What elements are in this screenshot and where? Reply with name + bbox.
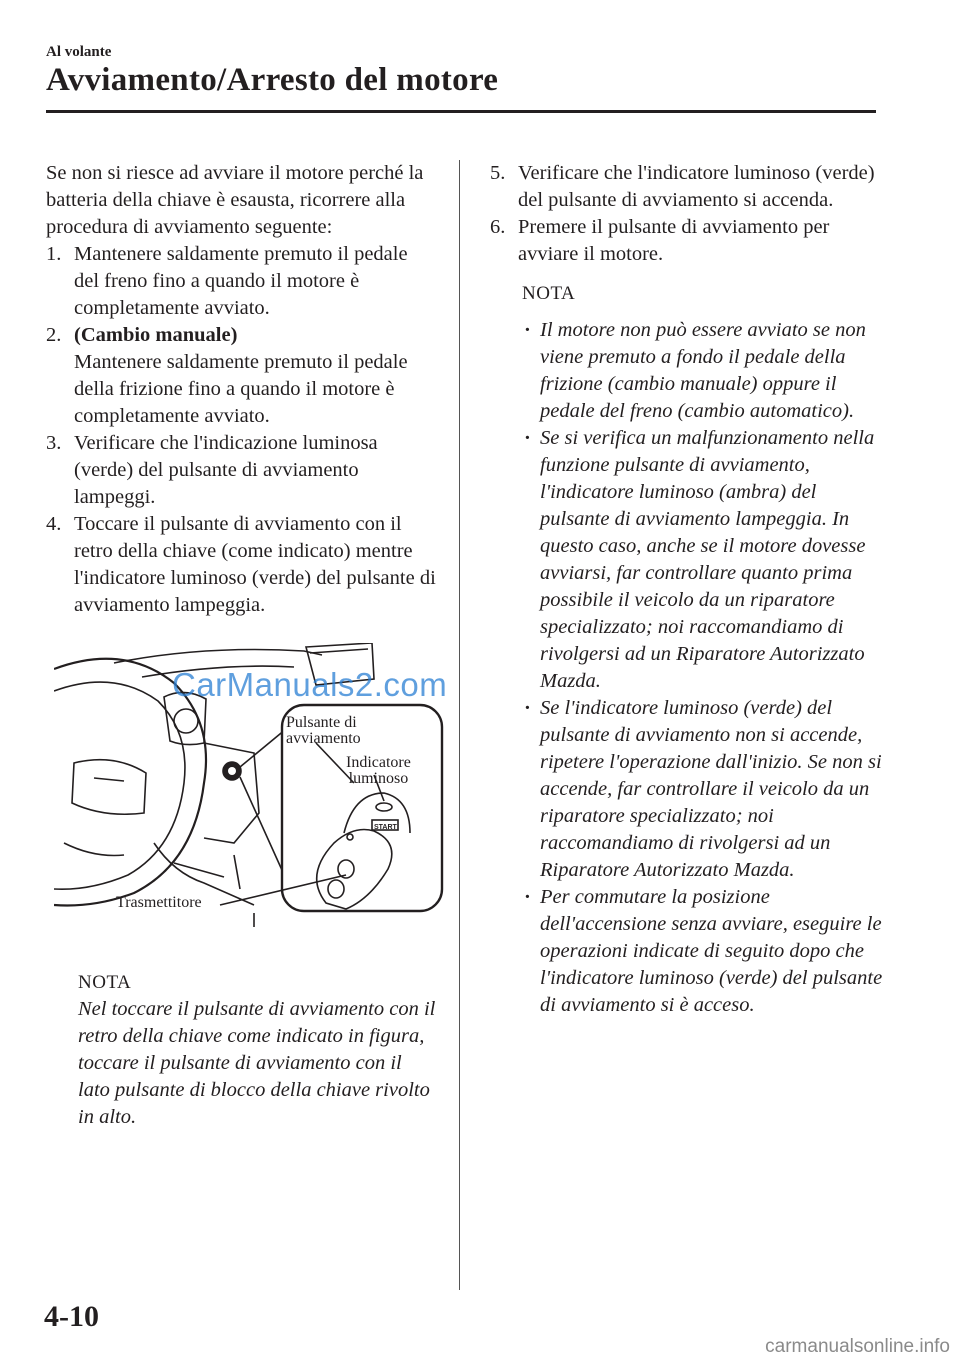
label-line: Indicatore [346,754,411,771]
bullet-dot-icon: · [524,886,531,908]
step-heading: (Cambio manuale) [74,324,238,346]
label-line: luminoso [348,770,409,787]
note-bullet [522,317,890,425]
bullet-dot-icon: · [524,319,531,341]
step-1 [46,241,436,322]
right-column [490,160,890,1019]
step-number: 4. [46,513,62,535]
bullet-text: Se l'indicatore luminoso (verde) del pulsante di avviamento non si accende, ripetere l'operazione dall'inizio. Se non si accende, far controllare il veicolo da un riparatore specializzato; noi raccomandiamo di rivolgersi ad un Riparatore Autorizzato Mazda. [540,697,882,881]
note-title: NOTA [78,972,132,993]
step-number: 5. [490,162,506,184]
start-text: START [374,824,397,831]
bullet-text: Per commutare la posizione dell'accensione senza avviare, eseguire le operazioni indicate di seguito dopo che l'indicatore luminoso (verde) del pulsante di avviamento si è acceso. [540,886,883,1016]
step-text: Verificare che l'indicazione luminosa (verde) del pulsante di avviamento lampeggi. [74,432,378,508]
step-number: 2. [46,324,62,346]
step-4 [46,511,436,619]
step-number: 3. [46,432,62,454]
bullet-dot-icon: · [524,427,531,449]
intro-paragraph: Se non si riesce ad avviare il motore perché la batteria della chiave è esausta, ricorrere alla procedura di avviamento seguente: [46,162,424,238]
step-text: Mantenere saldamente premuto il pedale del freno fino a quando il motore è completamente avviato. [74,243,408,319]
bullet-text: Se si verifica un malfunzionamento nella funzione pulsante di avviamento, l'indicatore luminoso (ambra) del pulsante di avviamento lampeggia. In questo caso, anche se il motore dovesse avviarsi, far controllare quanto prima possibile il veicolo da un riparatore specializzato; noi raccomandiamo di rivolgersi ad un Riparatore Autorizzato Mazda. [540,427,875,692]
label-indicator [346,755,411,787]
step-number: 6. [490,216,506,238]
section-label: Al volante [46,44,112,60]
watermark: CarManuals2.com [172,666,448,703]
page-title: Avviamento/Arresto del motore [46,62,499,98]
key-start-illustration [54,643,448,943]
label-transmitter: Trasmettitore [116,894,202,911]
bullet-text: Il motore non può essere avviato se non viene premuto a fondo il pedale della frizione (cambio manuale) oppure il pedale del freno (cambio automatico). [540,319,866,422]
header-rule [46,110,876,113]
label-line: Pulsante di [286,714,357,731]
note-block [78,969,438,1131]
bullet-dot-icon: · [524,697,531,719]
label-line: avviamento [286,730,361,747]
step-2 [46,322,436,430]
note-bullet-list [522,317,890,1019]
left-column [46,160,448,1131]
step-5 [490,160,890,214]
note-title: NOTA [522,283,576,304]
note-bullet [522,884,890,1019]
note-text: Nel toccare il pulsante di avviamento con il retro della chiave come indicato in figura, toccare il pulsante di avviamento con il lato pulsante di blocco della chiave rivolto in alto. [78,998,436,1128]
note-bullet [522,425,890,695]
step-text: Toccare il pulsante di avviamento con il retro della chiave (come indicato) mentre l'indicatore luminoso (verde) del pulsante di avviamento lampeggia. [74,513,436,616]
step-text: Mantenere saldamente premuto il pedale della frizione fino a quando il motore è completamente avviato. [74,351,408,427]
note-bullet [522,695,890,884]
column-divider [459,160,460,1290]
step-text: Premere il pulsante di avviamento per avviare il motore. [518,216,830,265]
step-3 [46,430,436,511]
step-number: 1. [46,243,62,265]
page-number: 4-10 [44,1300,99,1333]
step-6 [490,214,890,268]
label-start-button [286,715,361,747]
footer-site-link[interactable]: carmanualsonline.info [765,1336,950,1357]
step-text: Verificare che l'indicatore luminoso (verde) del pulsante di avviamento si accenda. [518,162,875,211]
